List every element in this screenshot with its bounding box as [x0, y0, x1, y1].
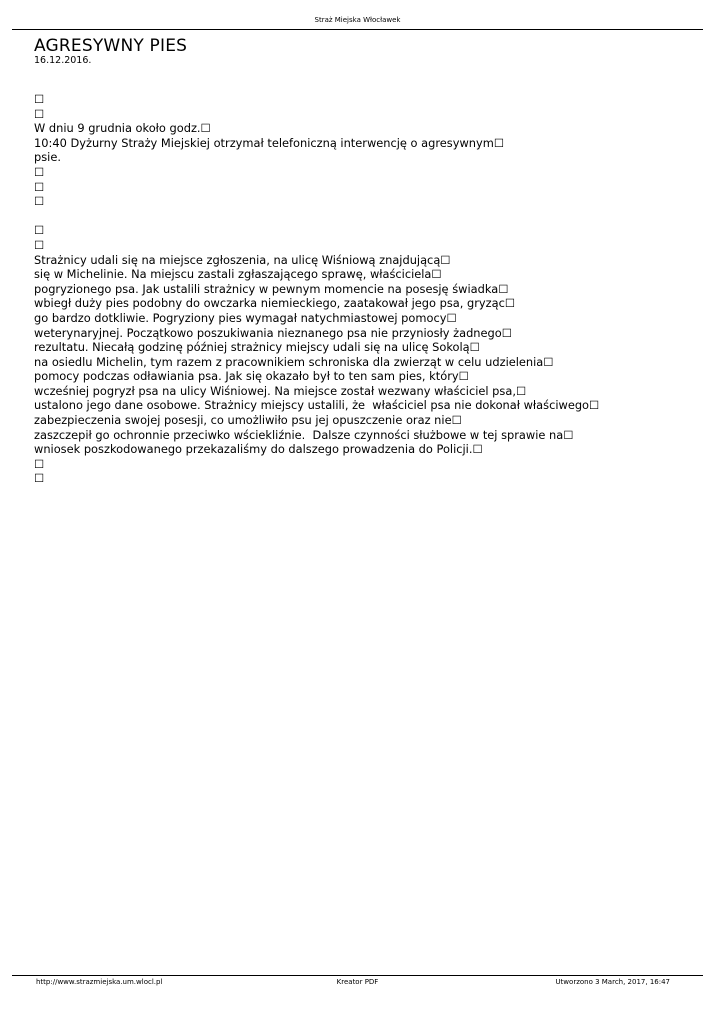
body-line: pogryzionego psa. Jak ustalili strażnicy w pewnym momencie na posesję świadka☐: [34, 281, 509, 296]
body-line: wbiegł duży pies podobny do owczarka niemieckiego, zaatakował jego psa, gryząc☐: [34, 296, 516, 311]
body-line: wcześniej pogryzł psa na ulicy Wiśniowej. Na miejsce został wezwany właściciel psa,☐: [34, 383, 527, 398]
body-line: ☐: [34, 456, 45, 471]
body-line: weterynaryjnej. Początkowo poszukiwania nieznanego psa nie przyniosły żadnego☐: [34, 325, 512, 340]
body-line: go bardzo dotkliwie. Pogryziony pies wymagał natychmiastowej pomocy☐: [34, 310, 457, 325]
footer-generator: Kreator PDF: [336, 978, 379, 986]
body-line: [34, 209, 714, 224]
body-line: Strażnicy udali się na miejsce zgłoszenia, na ulicę Wiśniową znajdującą☐: [34, 252, 451, 267]
body-line: ☐: [34, 223, 45, 238]
body-line: ☐: [34, 106, 45, 121]
page-header: [12, 14, 703, 30]
body-line: ☐: [34, 164, 45, 179]
body-line: W dniu 9 grudnia około godz.☐: [34, 121, 211, 136]
body-line: zaszczepił go ochronnie przeciwko wściekliźnie. Dalsze czynności służbowe w tej sprawie na☐: [34, 427, 574, 442]
body-line: ☐: [34, 194, 45, 209]
article-body: [34, 92, 714, 486]
body-line: zabezpieczenia swojej posesji, co umożliwiło psu jej opuszczenie oraz nie☐: [34, 413, 462, 428]
article-title: AGRESYWNY PIES: [34, 36, 188, 56]
body-line: wniosek poszkodowanego przekazaliśmy do dalszego prowadzenia do Policji.☐: [34, 442, 483, 457]
footer-url-link[interactable]: http://www.strazmiejska.um.wlocl.pl: [36, 978, 163, 986]
body-line: ☐: [34, 92, 45, 106]
article-date: 16.12.2016.: [34, 55, 92, 66]
body-line: ☐: [34, 237, 45, 252]
body-line: na osiedlu Michelin, tym razem z pracownikiem schroniska dla zwierząt w celu udzielenia☐: [34, 354, 554, 369]
body-line: 10:40 Dyżurny Straży Miejskiej otrzymał telefoniczną interwencję o agresywnym☐: [34, 135, 505, 150]
site-title: Straż Miejska Włocławek: [314, 16, 401, 24]
body-line: ☐: [34, 179, 45, 194]
page-footer: [12, 975, 703, 988]
body-line: się w Michelinie. Na miejscu zastali zgłaszającego sprawę, właściciela☐: [34, 267, 442, 282]
body-line: ustalono jego dane osobowe. Strażnicy miejscy ustalili, że właściciel psa nie dokonał właściwego☐: [34, 398, 600, 413]
body-line: pomocy podczas odławiania psa. Jak się okazało był to ten sam pies, który☐: [34, 369, 469, 384]
body-line: ☐: [34, 471, 45, 486]
footer-created-date: Utworzono 3 March, 2017, 16:47: [555, 978, 670, 986]
body-line: rezultatu. Niecałą godzinę później strażnicy miejscy udali się na ulicę Sokolą☐: [34, 340, 480, 355]
body-line: psie.: [34, 150, 61, 165]
